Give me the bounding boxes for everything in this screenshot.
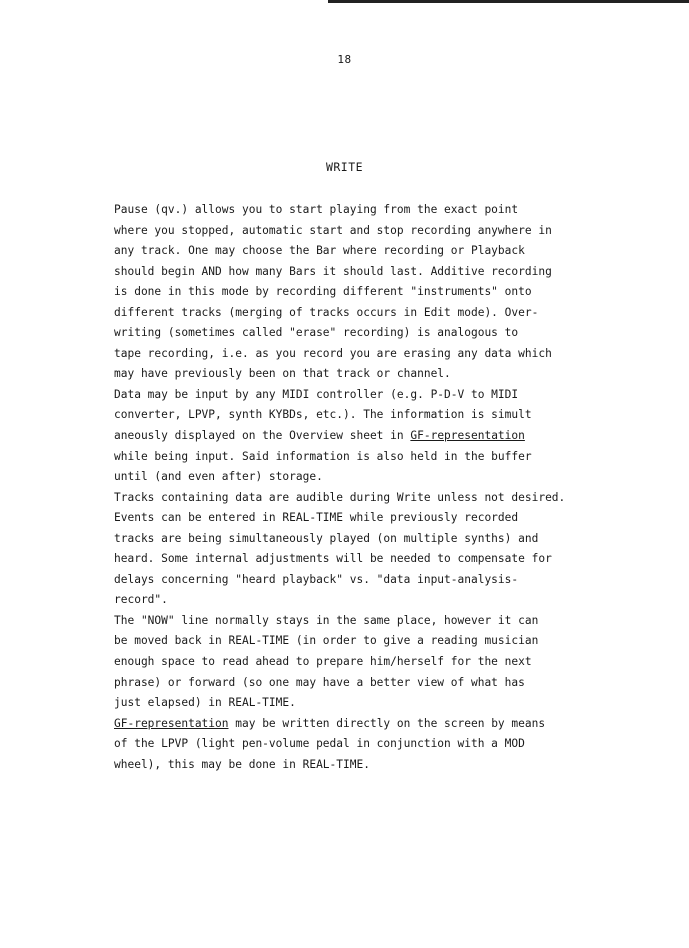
underlined-term: GF-representation	[114, 716, 229, 730]
text-line	[114, 426, 574, 447]
line-text: Events can be entered in REAL-TIME while previously recorded	[114, 511, 519, 525]
text-line	[114, 385, 574, 406]
line-text: converter, LPVP, synth KYBDs, etc.). The information is simult	[114, 408, 532, 422]
line-text-continued: may be written directly on the screen by means	[228, 716, 546, 730]
text-line	[114, 570, 574, 591]
text-line	[114, 631, 574, 652]
text-line	[114, 241, 574, 262]
line-text: phrase) or forward (so one may have a better view of what has	[114, 675, 525, 689]
line-text: until (and even after) storage.	[114, 470, 323, 484]
body-text	[114, 200, 574, 775]
line-text: where you stopped, automatic start and stop recording anywhere in	[114, 223, 552, 237]
text-line	[114, 282, 574, 303]
line-text: may have previously been on that track or channel.	[114, 367, 451, 381]
line-text: aneously displayed on the Overview sheet in	[114, 429, 411, 443]
text-line	[114, 200, 574, 221]
line-text: while being input. Said information is also held in the buffer	[114, 449, 532, 463]
line-text: record".	[114, 593, 168, 607]
text-line	[114, 344, 574, 365]
text-line	[114, 673, 574, 694]
text-line	[114, 221, 574, 242]
line-text: Tracks containing data are audible during Write unless not desired.	[114, 490, 566, 504]
text-line	[114, 549, 574, 570]
section-title: WRITE	[325, 160, 364, 174]
line-text: just elapsed) in REAL-TIME.	[114, 696, 296, 710]
line-text: tracks are being simultaneously played (on multiple synths) and	[114, 531, 539, 545]
text-line	[114, 652, 574, 673]
line-text: different tracks (merging of tracks occurs in Edit mode). Over-	[114, 305, 539, 319]
line-text: enough space to read ahead to prepare him/herself for the next	[114, 655, 532, 669]
line-text: of the LPVP (light pen-volume pedal in conjunction with a MOD	[114, 737, 525, 751]
line-text: The "NOW" line normally stays in the same place, however it can	[114, 613, 539, 627]
line-text: any track. One may choose the Bar where recording or Playback	[114, 244, 525, 258]
line-text: tape recording, i.e. as you record you are erasing any data which	[114, 346, 552, 360]
text-line	[114, 529, 574, 550]
text-line	[114, 405, 574, 426]
text-line	[114, 262, 574, 283]
text-line	[114, 508, 574, 529]
text-line	[114, 611, 574, 632]
text-line	[114, 755, 574, 776]
page-number: 18	[337, 53, 352, 66]
underlined-term: GF-representation	[410, 429, 525, 443]
line-text: Data may be input by any MIDI controller (e.g. P-D-V to MIDI	[114, 387, 519, 401]
text-line	[114, 323, 574, 344]
text-line	[114, 447, 574, 468]
text-line	[114, 734, 574, 755]
text-line	[114, 467, 574, 488]
line-text: wheel), this may be done in REAL-TIME.	[114, 757, 370, 771]
text-line	[114, 488, 574, 509]
line-text: is done in this mode by recording different "instruments" onto	[114, 285, 532, 299]
text-line	[114, 590, 574, 611]
text-line	[114, 714, 574, 735]
line-text: heard. Some internal adjustments will be needed to compensate for	[114, 552, 552, 566]
line-text: delays concerning "heard playback" vs. "data input-analysis-	[114, 572, 519, 586]
text-line	[114, 303, 574, 324]
top-edge-rule	[328, 0, 689, 3]
text-line	[114, 364, 574, 385]
line-text: Pause (qv.) allows you to start playing from the exact point	[114, 203, 519, 216]
line-text: should begin AND how many Bars it should last. Additive recording	[114, 264, 552, 278]
line-text: writing (sometimes called "erase" recording) is analogous to	[114, 326, 519, 340]
text-line	[114, 693, 574, 714]
line-text: be moved back in REAL-TIME (in order to give a reading musician	[114, 634, 539, 648]
